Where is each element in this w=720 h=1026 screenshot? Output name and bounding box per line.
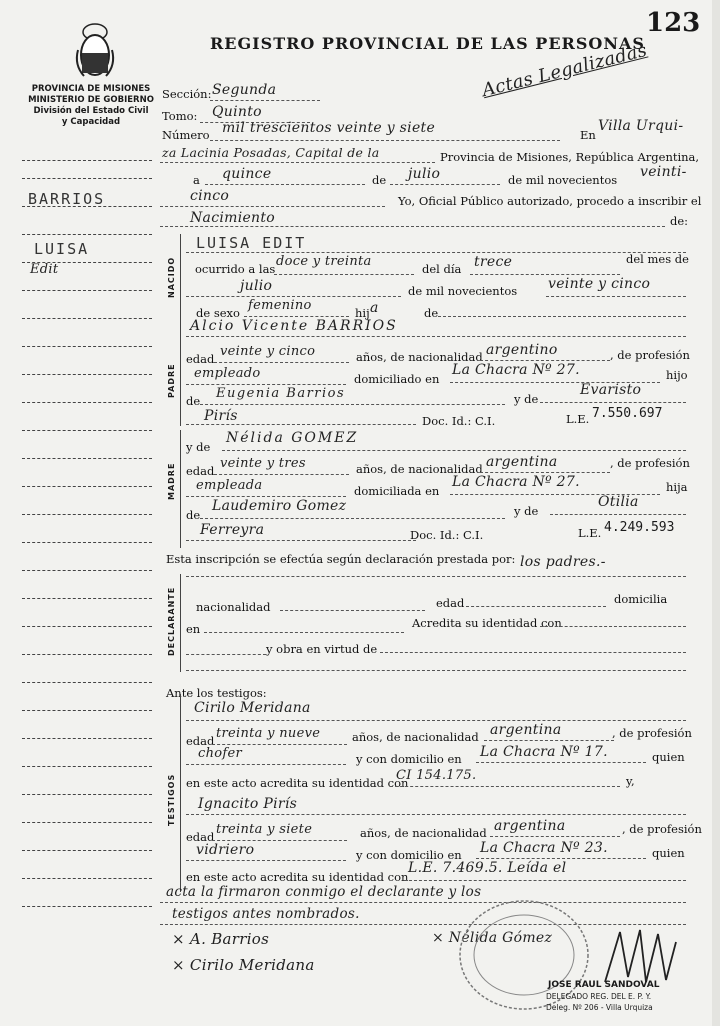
declarante-value: los padres.- bbox=[520, 554, 606, 570]
place-value: za Lacinia Posadas, Capital de la bbox=[162, 145, 380, 160]
padre-father-value: Evaristo bbox=[580, 382, 642, 398]
padre-edad-value: veinte y cinco bbox=[220, 344, 316, 359]
a-label: a bbox=[193, 173, 200, 187]
ministry-header bbox=[14, 84, 168, 128]
ministry-label: MINISTERIO DE GOBIERNO bbox=[28, 95, 154, 105]
year-label: de mil novecientos bbox=[508, 173, 618, 187]
padre-section-label: PADRE bbox=[167, 363, 176, 398]
mes-label: del mes de bbox=[626, 252, 689, 266]
de2-label: de: bbox=[670, 214, 689, 228]
declarante-intro: Esta inscripción se efectúa según declaración prestada por: bbox=[166, 552, 516, 566]
testigo-1-prof-value: chofer bbox=[198, 746, 242, 761]
nacido-month-value: julio bbox=[240, 278, 273, 294]
declarante-edad-label: edad bbox=[436, 596, 465, 610]
division-label: División del Estado Civil bbox=[33, 106, 149, 116]
testigo-2-acredita-value: L.E. 7.469.5. Leída el bbox=[408, 860, 567, 876]
declarante-en-label: en bbox=[186, 622, 201, 636]
madre-name: Nélida GOMEZ bbox=[226, 430, 359, 446]
nacido-year-label: de mil novecientos bbox=[408, 284, 518, 298]
official-text: Yo, Oficial Público autorizado, procedo a inscribir el bbox=[398, 194, 702, 208]
coat-of-arms-icon bbox=[72, 20, 118, 80]
sexo-label: de sexo bbox=[196, 306, 240, 320]
testigo-2-name: Ignacito Pirís bbox=[198, 796, 298, 812]
legalized-stamp: Actas Legalizadas bbox=[479, 39, 650, 102]
madre-edad-value: veinte y tres bbox=[220, 456, 306, 471]
madre-y-de-label: y de bbox=[186, 440, 211, 454]
declarante-nac-label: nacionalidad bbox=[196, 600, 271, 614]
page-title: REGISTRO PROVINCIAL DE LAS PERSONAS bbox=[210, 34, 645, 53]
province-text: Provincia de Misiones, República Argentina, bbox=[440, 150, 700, 164]
testigo-1-dom-label: y con domicilio en bbox=[356, 752, 462, 766]
testigo-1-edad-label: edad bbox=[186, 734, 215, 748]
tomo-value: Quinto bbox=[212, 104, 262, 120]
madre-mother-value: Otilia bbox=[598, 494, 639, 510]
testigo-2-edad-value: treinta y siete bbox=[216, 822, 313, 837]
padre-mother-value: Eugenia Barrios bbox=[216, 386, 346, 401]
margin-surname: BARRIOS bbox=[28, 190, 106, 208]
declarante-dom-label: domicilia bbox=[614, 592, 668, 606]
page-edge bbox=[712, 0, 720, 1026]
testigo-2-acredita-label: en este acto acredita su identidad con bbox=[186, 870, 409, 884]
en-label: En bbox=[580, 128, 596, 142]
madre-y-de2-label: y de bbox=[514, 504, 539, 518]
nacido-year-value: veinte y cinco bbox=[548, 276, 651, 292]
padre-doc-label: Doc. Id.: C.I. bbox=[422, 414, 496, 428]
ocurrido-label: ocurrido a las bbox=[195, 262, 276, 276]
madre-nac-label: años, de nacionalidad bbox=[356, 462, 483, 476]
testigo-1-name: Cirilo Meridana bbox=[194, 700, 311, 716]
official-title: DELEGADO REG. DEL E. P. Y. bbox=[546, 992, 652, 1001]
madre-edad-label: edad bbox=[186, 464, 215, 478]
madre-le-label: L.E. bbox=[578, 526, 602, 540]
signature-barrios: × A. Barrios bbox=[172, 930, 270, 948]
testigo-1-quien: quien bbox=[652, 750, 685, 764]
testigo-2-dom-label: y con domicilio en bbox=[356, 848, 462, 862]
madre-de-label: de bbox=[186, 508, 201, 522]
madre-hija-label: hija bbox=[666, 480, 688, 494]
declarante-obra-label: y obra en virtud de bbox=[266, 642, 378, 656]
hija-value: a bbox=[370, 300, 379, 316]
month-value: julio bbox=[408, 166, 441, 182]
testigo-2-prof-value: vidriero bbox=[196, 842, 255, 858]
testigo-1-nac-label: años, de nacionalidad bbox=[352, 730, 479, 744]
official-place: Deleg. Nº 206 - Villa Urquiza bbox=[546, 1003, 653, 1012]
hija-label: hij bbox=[355, 306, 370, 320]
en-value: Villa Urqui- bbox=[598, 118, 684, 134]
nacido-name: LUISA EDIT bbox=[196, 234, 307, 252]
year-value: veinti- bbox=[640, 164, 687, 180]
declarante-acredita-label: Acredita su identidad con bbox=[412, 616, 562, 630]
madre-prof-label: , de profesión bbox=[610, 456, 690, 470]
testigo-2-prof-label: , de profesión bbox=[622, 822, 702, 836]
division-label-2: y Capacidad bbox=[61, 117, 121, 127]
margin-given-name-2: Edit bbox=[30, 262, 59, 277]
numero-value: mil trescientos veinte y siete bbox=[222, 120, 436, 136]
padre-nac-label: años, de nacionalidad bbox=[356, 350, 483, 364]
padre-edad-label: edad bbox=[186, 352, 215, 366]
testigo-1-nac-value: argentina bbox=[490, 722, 562, 738]
page-number: 123 bbox=[646, 8, 701, 38]
province-label: PROVINCIA DE MISIONES bbox=[31, 84, 151, 94]
testigos-section-label: TESTIGOS bbox=[167, 773, 176, 826]
padre-prof-label: , de profesión bbox=[610, 348, 690, 362]
signature-gomez: × Nélida Gómez bbox=[432, 930, 553, 946]
nacido-section-label: NACIDO bbox=[167, 256, 176, 298]
madre-mother-value-2: Ferreyra bbox=[200, 522, 265, 538]
testigo-1-y: y, bbox=[626, 774, 635, 788]
nacido-day-value: trece bbox=[474, 254, 513, 270]
padre-hijo-label: hijo bbox=[666, 368, 688, 382]
dia-label: del día bbox=[422, 262, 462, 276]
de-label: de bbox=[372, 173, 387, 187]
padre-nac-value: argentino bbox=[486, 342, 558, 358]
year-value-2: cinco bbox=[190, 188, 230, 204]
testigo-2-dom-value: La Chacra Nº 23. bbox=[480, 840, 608, 856]
madre-prof-value: empleada bbox=[196, 478, 263, 493]
testigo-1-acredita-value: CI 154.175. bbox=[396, 768, 477, 783]
testigos-intro: Ante los testigos: bbox=[166, 686, 267, 700]
seccion-value: Segunda bbox=[212, 82, 277, 98]
madre-section-label: MADRE bbox=[167, 462, 176, 500]
act-type: Nacimiento bbox=[190, 210, 276, 226]
padre-le-label: L.E. bbox=[566, 412, 590, 426]
testigo-1-edad-value: treinta y nueve bbox=[216, 726, 321, 741]
padre-de-label: de bbox=[186, 394, 201, 408]
testigo-2-edad-label: edad bbox=[186, 830, 215, 844]
closing-line-2: testigos antes nombrados. bbox=[172, 906, 360, 922]
hour-value: doce y treinta bbox=[276, 254, 372, 269]
padre-le-value: 7.550.697 bbox=[592, 406, 663, 421]
testigo-1-dom-value: La Chacra Nº 17. bbox=[480, 744, 608, 760]
madre-dom-value: La Chacra Nº 27. bbox=[452, 474, 580, 490]
official-name: JOSE RAUL SANDOVAL bbox=[548, 980, 660, 990]
margin-given-name: LUISA bbox=[34, 240, 90, 258]
testigo-1-acredita-label: en este acto acredita su identidad con bbox=[186, 776, 409, 790]
madre-dom-label: domiciliada en bbox=[354, 484, 440, 498]
padre-prof-value: empleado bbox=[194, 366, 261, 381]
tomo-label: Tomo: bbox=[162, 109, 198, 123]
nacido-de-label: de bbox=[424, 306, 439, 320]
madre-doc-label: Doc. Id.: C.I. bbox=[410, 528, 484, 542]
padre-father-value-2: Pirís bbox=[204, 408, 238, 424]
sexo-value: femenino bbox=[248, 298, 312, 313]
signature-meridana: × Cirilo Meridana bbox=[172, 956, 315, 974]
testigo-2-quien: quien bbox=[652, 846, 685, 860]
numero-label: Número bbox=[162, 128, 210, 142]
seccion-label: Sección: bbox=[162, 87, 212, 101]
madre-nac-value: argentina bbox=[486, 454, 558, 470]
padre-dom-label: domiciliado en bbox=[354, 372, 440, 386]
madre-father-value: Laudemiro Gomez bbox=[212, 498, 347, 514]
padre-dom-value: La Chacra Nº 27. bbox=[452, 362, 580, 378]
closing-line-1: acta la firmaron conmigo el declarante y los bbox=[166, 884, 482, 900]
testigo-1-prof-label: , de profesión bbox=[612, 726, 692, 740]
declarante-section-label: DECLARANTE bbox=[167, 586, 176, 656]
madre-le-value: 4.249.593 bbox=[604, 520, 675, 535]
padre-y-de-label: y de bbox=[514, 392, 539, 406]
padre-name: Alcio Vicente BARRIOS bbox=[190, 318, 398, 334]
testigo-2-nac-value: argentina bbox=[494, 818, 566, 834]
testigo-2-nac-label: años, de nacionalidad bbox=[360, 826, 487, 840]
day-value: quince bbox=[222, 166, 272, 182]
